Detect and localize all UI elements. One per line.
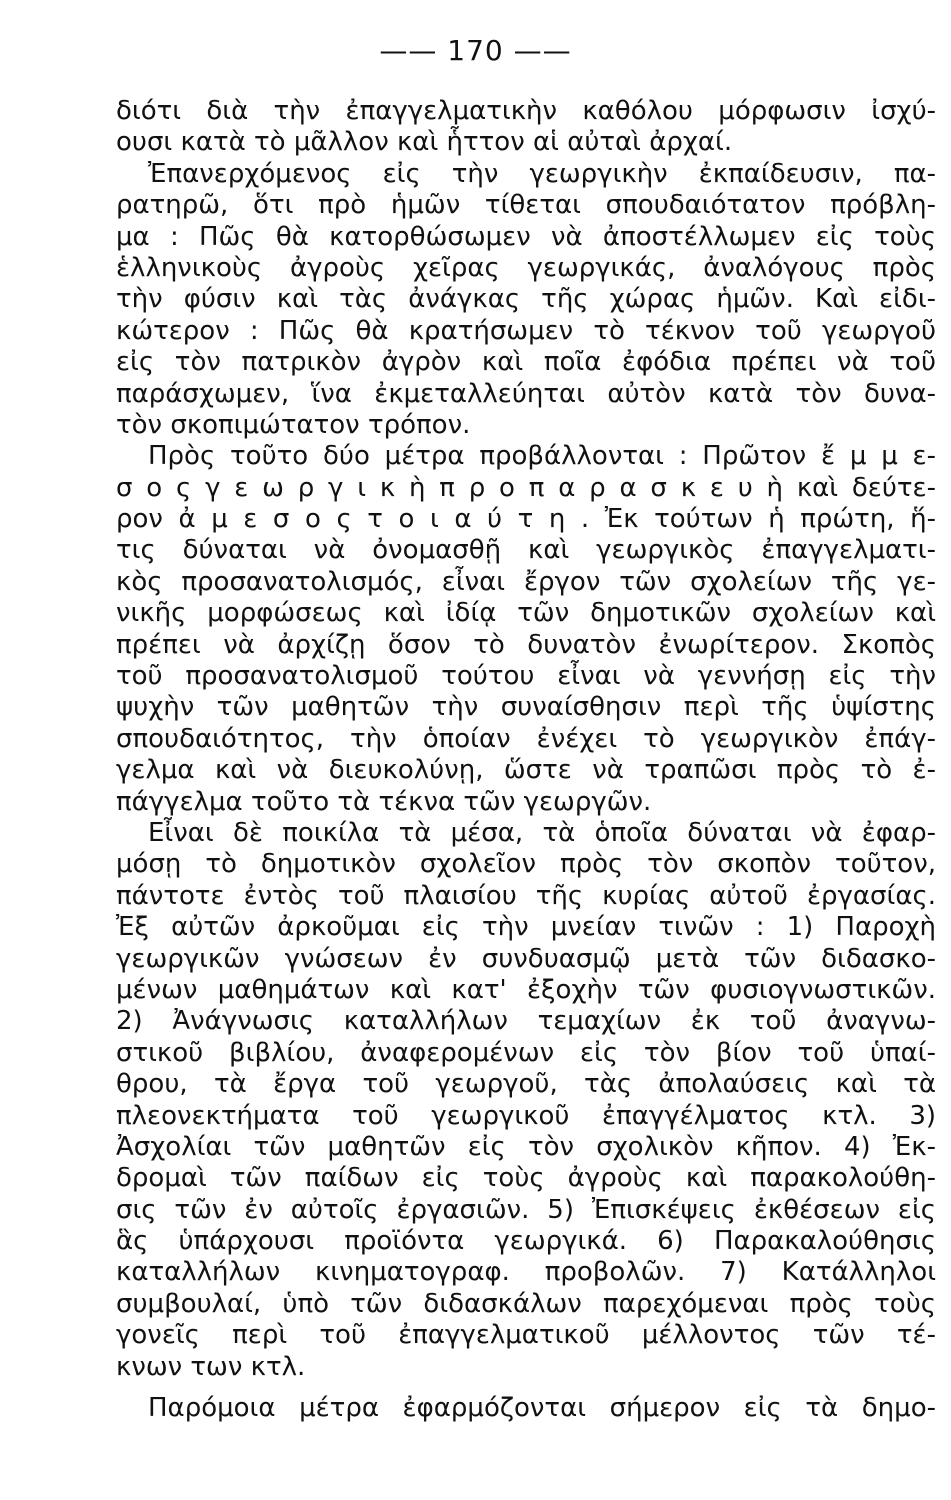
text-line: στικοῦ βιβλίου, ἀναφερομένων εἰς τὸν βίον τοῦ ὑπαί- <box>116 1037 936 1068</box>
paragraph-2 <box>116 159 936 442</box>
text-line: διότι διὰ τὴν ἐπαγγελματικὴν καθόλου μόρφωσιν ἰσχύ- <box>116 96 936 126</box>
text-line: γελμα καὶ νὰ διευκολύνῃ, ὥστε νὰ τραπῶσι πρὸς τὸ ἐ- <box>116 755 936 786</box>
paragraph-3 <box>116 441 936 818</box>
text-line: εἰς τὸν πατρικὸν ἀγρὸν καὶ ποῖα ἐφόδια πρέπει νὰ τοῦ <box>116 347 936 378</box>
text-line: πλεονεκτήματα τοῦ γεωργικοῦ ἐπαγγέλματος κτλ. 3) <box>116 1100 936 1131</box>
text-line: Παρόμοια μέτρα ἐφαρμόζονται σήμερον εἰς τὰ δημο- <box>148 1393 936 1424</box>
text-line: 2) Ἀνάγνωσις καταλλήλων τεμαχίων ἐκ τοῦ ἀναγνω- <box>116 1006 936 1037</box>
text-line: Ἐπανερχόμενος εἰς τὴν γεωργικὴν ἐκπαίδευσιν, πα- <box>148 158 936 189</box>
text-line: νικῆς μορφώσεως καὶ ἰδίᾳ τῶν δημοτικῶν σχολείων καὶ <box>116 598 936 629</box>
text-line: δρομαὶ τῶν παίδων εἰς τοὺς ἀγροὺς καὶ παρακολούθη- <box>116 1163 936 1194</box>
text-line: ἃς ὑπάρχουσι προϊόντα γεωργικά. 6) Παρακαλούθησις <box>116 1226 936 1257</box>
body-text <box>116 96 936 1424</box>
paragraph-spacer <box>116 1383 936 1393</box>
page-number: —— 170 —— <box>379 33 572 67</box>
text-line: ἑλληνικοὺς ἀγροὺς χεῖρας γεωργικάς, ἀναλόγους πρὸς <box>116 252 936 283</box>
text-line: τις δύναται νὰ ὀνομασθῇ καὶ γεωργικὸς ἐπαγγελματι- <box>116 535 936 566</box>
paragraph-4 <box>116 818 936 1383</box>
text-line: τοῦ προσανατολισμοῦ τούτου εἶναι νὰ γεννήσῃ εἰς τὴν <box>116 661 936 692</box>
text-line: Ἀσχολίαι τῶν μαθητῶν εἰς τὸν σχολικὸν κῆπον. 4) Ἐκ- <box>116 1131 936 1162</box>
paragraph-1 <box>116 96 936 159</box>
text-line: καταλλήλων κινηματογραφ. προβολῶν. 7) Κατάλληλοι <box>116 1257 936 1288</box>
text-line: ρατηρῶ, ὅτι πρὸ ἡμῶν τίθεται σπουδαιότατον πρόβλη- <box>116 190 936 221</box>
text-line: συμβουλαί, ὑπὸ τῶν διδασκάλων παρεχόμεναι πρὸς τοὺς <box>116 1288 936 1319</box>
text-line: Πρὸς τοῦτο δύο μέτρα προβάλλονται : Πρῶτον ἔ μ μ ε- <box>148 441 936 472</box>
text-line: πάγγελμα τοῦτο τὰ τέκνα τῶν γεωργῶν. <box>116 786 652 817</box>
text-line: γονεῖς περὶ τοῦ ἐπαγγελματικοῦ μέλλοντος τῶν τέ- <box>116 1320 936 1351</box>
text-line: μα : Πῶς θὰ κατορθώσωμεν νὰ ἀποστέλλωμεν εἰς τοὺς <box>116 221 936 252</box>
text-line: τὴν φύσιν καὶ τὰς ἀνάγκας τῆς χώρας ἡμῶν. Καὶ εἰδι- <box>116 284 936 315</box>
text-line: πάντοτε ἐντὸς τοῦ πλαισίου τῆς κυρίας αὐτοῦ ἐργασίας. <box>116 880 936 911</box>
text-line: σις τῶν ἐν αὐτοῖς ἐργασιῶν. 5) Ἐπισκέψεις ἐκθέσεων εἰς <box>116 1194 936 1225</box>
text-line: κὸς προσανατολισμός, εἶναι ἔργον τῶν σχολείων τῆς γε- <box>116 566 936 597</box>
text-line: ψυχὴν τῶν μαθητῶν τὴν συναίσθησιν περὶ τῆς ὑψίστης <box>116 692 936 723</box>
text-line: μόσῃ τὸ δημοτικὸν σχολεῖον πρὸς τὸν σκοπὸν τοῦτον, <box>116 849 936 880</box>
text-line: κώτερον : Πῶς θὰ κρατήσωμεν τὸ τέκνον τοῦ γεωργοῦ <box>116 315 936 346</box>
text-line: πρέπει νὰ ἀρχίζῃ ὅσον τὸ δυνατὸν ἐνωρίτερον. Σκοπὸς <box>116 629 936 660</box>
text-line: τὸν σκοπιμώτατον τρόπον. <box>116 409 471 440</box>
text-line: ουσι κατὰ τὸ μᾶλλον καὶ ἧττον αἱ αὐταὶ ἀρχαί. <box>116 127 733 158</box>
text-line: σπουδαιότητος, τὴν ὁποίαν ἐνέχει τὸ γεωργικὸν ἐπάγ- <box>116 723 936 754</box>
text-line: Εἶναι δὲ ποικίλα τὰ μέσα, τὰ ὁποῖα δύναται νὰ ἐφαρ- <box>148 817 936 848</box>
text-line: κνων των κτλ. <box>116 1351 306 1382</box>
text-line: παράσχωμεν, ἵνα ἐκμεταλλεύηται αὐτὸν κατὰ τὸν δυνα- <box>116 378 936 409</box>
text-line: μένων μαθημάτων καὶ κατ' ἐξοχὴν τῶν φυσιογνωστικῶν. <box>116 974 936 1005</box>
text-line: Ἐξ αὐτῶν ἀρκοῦμαι εἰς τὴν μνείαν τινῶν : 1) Παροχὴ <box>116 912 936 943</box>
text-line: θρου, τὰ ἔργα τοῦ γεωργοῦ, τὰς ἀπολαύσεις καὶ τὰ <box>116 1069 936 1100</box>
text-line: σ ο ς γ ε ω ρ γ ι κ ὴ π ρ ο π α ρ α σ κ ε υ ὴ καὶ δεύτε- <box>116 472 936 503</box>
page-header <box>0 30 951 70</box>
text-line: γεωργικῶν γνώσεων ἐν συνδυασμῷ μετὰ τῶν διδασκο- <box>116 943 936 974</box>
paragraph-5 <box>116 1393 936 1424</box>
text-line: ρον ἀ μ ε σ ο ς τ ο ι α ύ τ η . Ἐκ τούτων ἡ πρώτη, ἥ- <box>116 504 936 535</box>
